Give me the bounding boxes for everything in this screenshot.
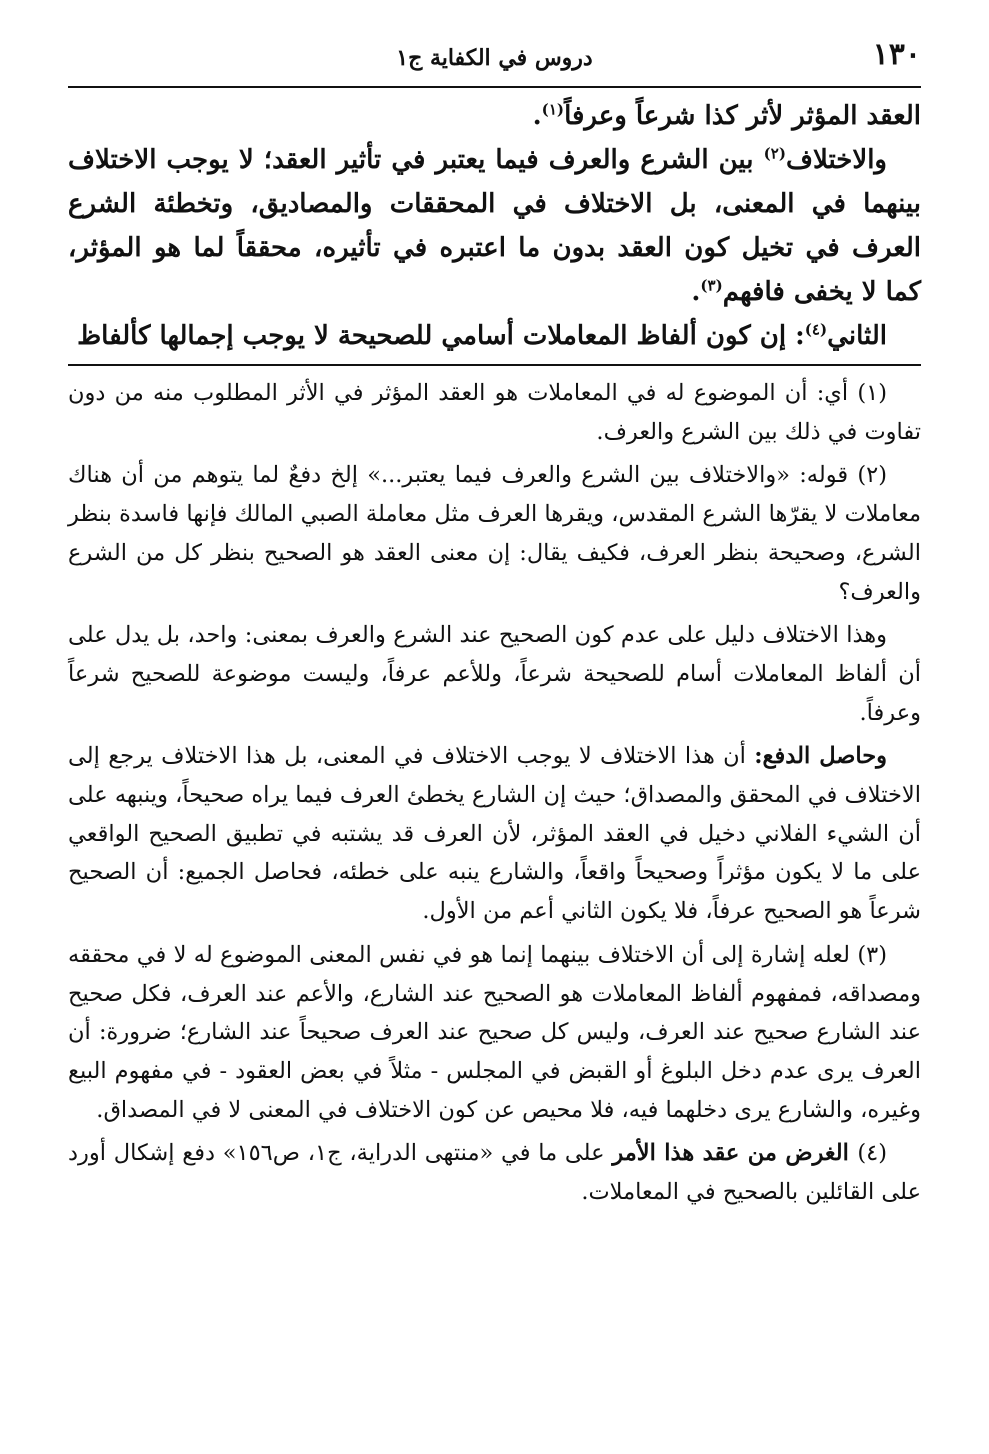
footnote-3-number: (٣) (857, 941, 887, 968)
page-number: ١٣٠ (872, 37, 921, 72)
footnote-4-text: على ما في «منتهى الدراية، ج١، ص١٥٦» دفع إشكال أورد على القائلين بالصحيح في المعاملات. (68, 1140, 921, 1206)
footnote-2 (68, 456, 921, 611)
footnote-3 (68, 936, 921, 1130)
main-p1-end: . (532, 101, 542, 131)
footnote-4 (68, 1134, 921, 1211)
footnote-1-number: (١) (857, 380, 887, 406)
footnotes (68, 366, 921, 1212)
footnote-ref-4[interactable]: (٤) (804, 320, 828, 339)
footnote-2-resolution (68, 737, 921, 931)
footnote-2b-text: وهذا الاختلاف دليل على عدم كون الصحيح عند الشرع والعرف بمعنى: واحد، بل يدل على أن ألفاظ المعاملات أسام للصحيحة شرعاً، وللأعم عرفاً، وليست موضوعة للصحيح شرعاً وعرفاً. (68, 622, 921, 726)
page-header (68, 34, 921, 86)
main-p2-start: والاختلاف (786, 145, 887, 175)
footnote-2-number: (٢) (857, 462, 887, 489)
footnote-1 (68, 374, 921, 451)
main-p3-text: : إن كون ألفاظ المعاملات أسامي للصحيحة لا يوجب إجمالها كألفاظ (77, 321, 805, 351)
main-paragraph-2 (68, 138, 921, 314)
footnote-3-text: لعله إشارة إلى أن الاختلاف بينهما إنما هو في نفس المعنى الموضوع له لا في محققه ومصداقه، فمفهوم ألفاظ المعاملات هو الصحيح عند الشارع، والأعم عند العرف، فكل صحيح عند الشارع صحيح عند العرف، وليس كل صحيح عند العرف صحيحاً عند الشارع؛ ضرورة: أن العرف يرى عدم دخل البلوغ أو القبض في المجلس - مثلاً في بعض العقود - في مفهوم البيع وغيره، والشارع يرى دخلهما فيه، فلا محيص عن كون الاختلاف في المعنى لا في المصداق. (68, 941, 921, 1123)
footnote-2-continuation (68, 616, 921, 732)
main-p2-end: . (691, 277, 701, 307)
footnote-4-bold: الغرض من عقد هذا الأمر (612, 1140, 858, 1167)
main-p3-start: الثاني (827, 321, 887, 351)
footnote-2c-bold: وحاصل الدفع: (754, 743, 887, 770)
footnote-ref-2[interactable]: (٢) (763, 144, 786, 163)
footnote-4-number: (٤) (857, 1140, 887, 1167)
main-paragraph-3 (68, 314, 921, 358)
footnote-ref-3[interactable]: (٣) (700, 276, 723, 295)
footnote-2c-text: أن هذا الاختلاف لا يوجب الاختلاف في المعنى، بل هذا الاختلاف يرجع إلى الاختلاف في المحقق والمصداق؛ حيث إن الشارع يخطئ العرف فيما يراه صحيحاً، وينبهه على أن الشيء الفلاني دخيل في العقد المؤثر، لأن العرف قد يشتبه في تطبيق الصحيح الواقعي على ما لا يكون مؤثراً وصحيحاً واقعاً، والشارع ينبه على خطئه، فحاصل الجميع: أن الصحيح شرعاً هو الصحيح عرفاً، فلا يكون الثاني أعم من الأول. (68, 743, 921, 925)
main-p1-text: العقد المؤثر لأثر كذا شرعاً وعرفاً (564, 101, 921, 131)
main-p2-text: بين الشرع والعرف فيما يعتبر في تأثير العقد؛ لا يوجب الاختلاف بينهما في المعنى، بل الاختلاف في المحققات والمصاديق، وتخطئة الشرع العرف في تخيل كون العقد بدون ما اعتبره في تأثيره، محققاً لما هو المؤثر، كما لا يخفى فافهم (68, 145, 921, 307)
running-title: دروس في الكفاية ج١ (396, 45, 593, 71)
footnote-2-text: قوله: «والاختلاف بين الشرع والعرف فيما يعتبر...» إلخ دفعٌ لما يتوهم من أن هناك معاملات لا يقرّها الشرع المقدس، ويقرها العرف مثل معاملة الصبي المالك فإنها فاسدة بنظر الشرع، وصحيحة بنظر العرف، فكيف يقال: إن معنى العقد هو الصحيح بنظر كل من الشرع والعرف؟ (68, 462, 921, 605)
main-paragraph-1 (68, 94, 921, 138)
main-text (68, 88, 921, 364)
footnote-ref-1[interactable]: (١) (541, 100, 565, 119)
book-page (68, 34, 921, 1434)
footnote-1-text: أي: أن الموضوع له في المعاملات هو العقد المؤثر في الأثر المطلوب منه من دون تفاوت في ذلك بين الشرع والعرف. (68, 380, 921, 445)
